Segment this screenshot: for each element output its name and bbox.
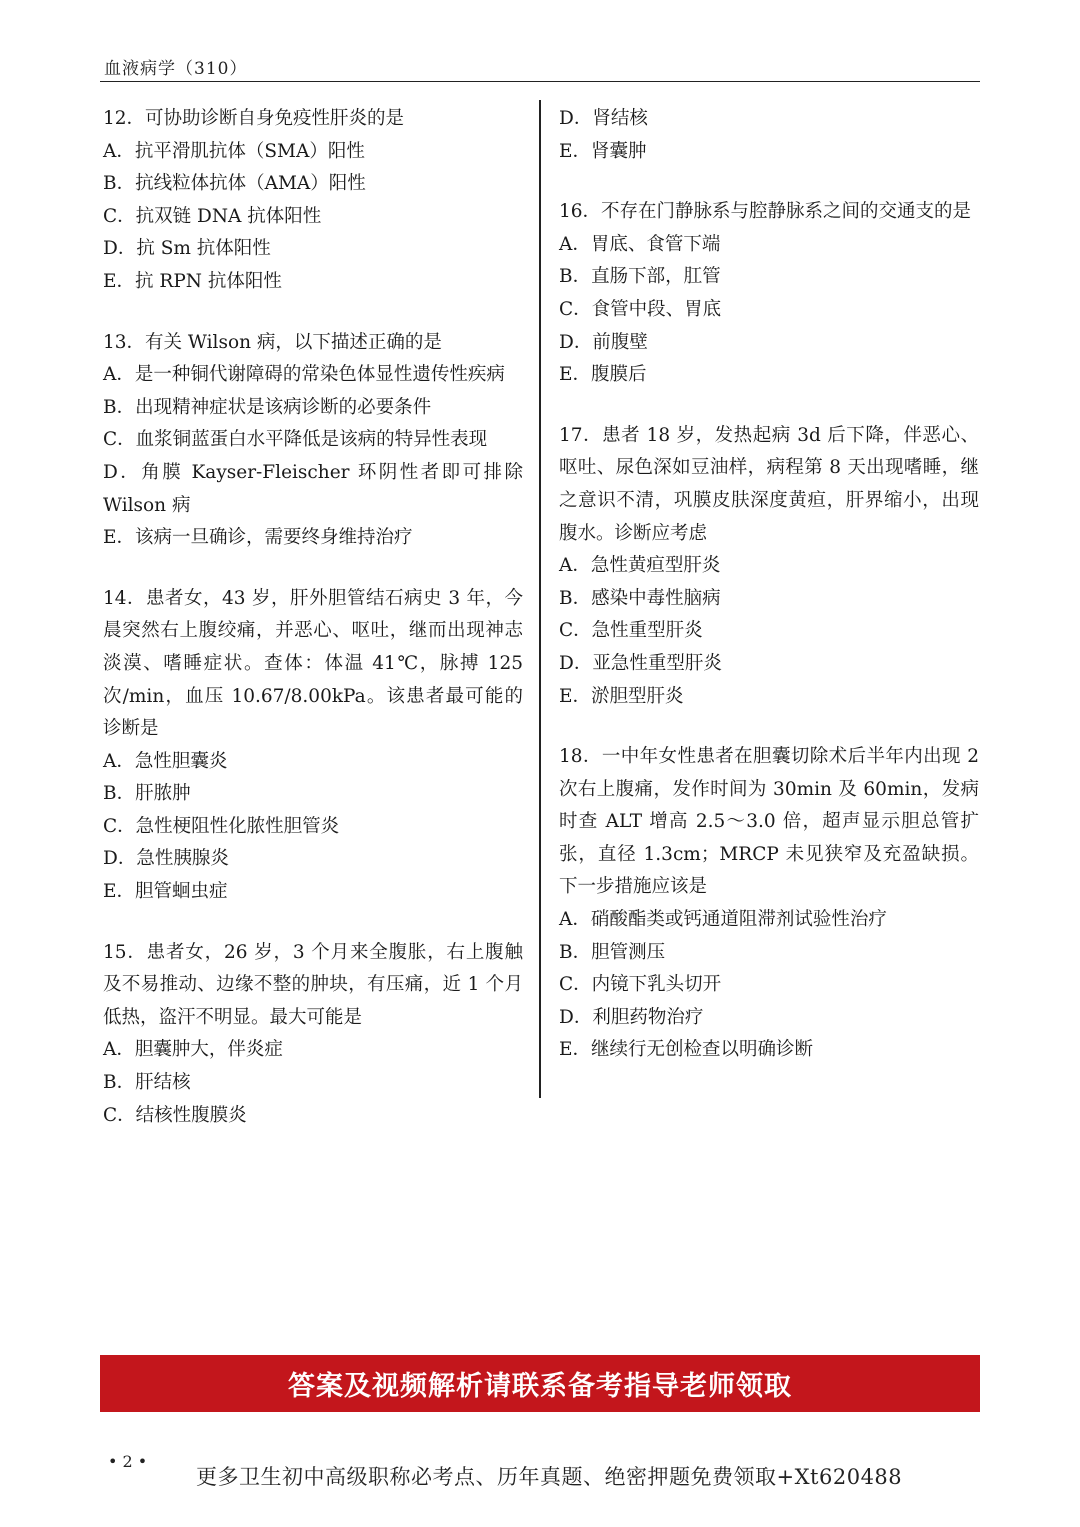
question-stem: 16．不存在门静脉系与腔静脉系之间的交通支的是 <box>559 201 972 223</box>
option-b: B．肝脓肿 <box>103 783 191 805</box>
option-b: B．直肠下部，肛管 <box>559 266 721 288</box>
question-stem: 12．可协助诊断自身免疫性肝炎的是 <box>103 108 405 129</box>
option-c: C．内镜下乳头切开 <box>559 974 722 996</box>
option-e: E．胆管蛔虫症 <box>103 881 228 903</box>
option-a: A．胆囊肿大，伴炎症 <box>103 1039 283 1061</box>
option-c: C．结核性腹膜炎 <box>103 1104 247 1126</box>
question-stem: 17．患者 18 岁，发热起病 3d 后下降，伴恶心、呕吐、尿色深如豆油样，病程第 8 天出现嗜睡，继之意识不清，巩膜皮肤深度黄疸，肝界缩小，出现腹水。诊断应考虑 <box>559 424 979 544</box>
question-stem: 15．患者女，26 岁，3 个月来全腹胀，右上腹触及不易推动、边缘不整的肿块，有压痛，近 1 个月低热，盗汗不明显。最大可能是 <box>103 941 523 1028</box>
header-rule <box>100 81 980 82</box>
column-divider <box>539 100 541 1098</box>
question-stem: 18．一中年女性患者在胆囊切除术后半年内出现 2 次右上腹痛，发作时间为 30min 及 60min，发病时查 ALT 增高 2.5～3.0 倍，超声显示胆总管扩张，直径 1.3cm；MRCP 未见狭窄及充盈缺损。下一步措施应该是 <box>559 746 979 898</box>
option-b: B．出现精神症状是该病诊断的必要条件 <box>103 396 432 418</box>
option-d: D．急性胰腺炎 <box>103 848 229 870</box>
option-d: D．肾结核 <box>559 108 648 129</box>
option-c: C．急性重型肝炎 <box>559 620 703 642</box>
option-a: A．硝酸酯类或钙通道阻滞剂试验性治疗 <box>559 909 887 931</box>
question-16 <box>559 196 979 392</box>
option-d: D．利胆药物治疗 <box>559 1006 704 1028</box>
option-b: B．感染中毒性脑病 <box>559 587 721 609</box>
option-c: C．急性梗阻性化脓性胆管炎 <box>103 815 340 837</box>
question-stem: 14．患者女，43 岁，肝外胆管结石病史 3 年，今晨突然右上腹绞痛，并恶心、呕吐，继而出现神志淡漠、嗜睡症状。查体：体温 41℃，脉搏 125 次/min，血压 10.67/8.00kPa。该患者最可能的诊断是 <box>103 587 523 740</box>
question-14 <box>103 583 523 909</box>
question-17 <box>559 420 979 713</box>
option-b: B．肝结核 <box>103 1072 191 1094</box>
option-a: A．急性黄疸型肝炎 <box>559 555 721 577</box>
question-13 <box>103 327 523 555</box>
option-e: E．该病一旦确诊，需要终身维持治疗 <box>103 527 413 549</box>
option-e: E．抗 RPN 抗体阳性 <box>103 270 282 292</box>
question-15 <box>103 937 523 1133</box>
option-d: D．角膜 Kayser-Fleischer 环阴性者即可排除 Wilson 病 <box>103 461 523 516</box>
option-b: B．抗线粒体抗体（AMA）阳性 <box>103 173 366 195</box>
option-d: D．抗 Sm 抗体阳性 <box>103 238 271 260</box>
question-stem: 13．有关 Wilson 病，以下描述正确的是 <box>103 331 442 353</box>
question-15-continued <box>559 103 979 168</box>
option-c: C．抗双链 DNA 抗体阳性 <box>103 205 322 227</box>
right-column <box>559 103 979 1095</box>
option-e: E．淤胆型肝炎 <box>559 685 684 707</box>
option-e: E．继续行无创检查以明确诊断 <box>559 1039 814 1061</box>
option-a: A．胃底、食管下端 <box>559 233 721 255</box>
answer-contact-banner <box>100 1355 980 1412</box>
footer-note: 更多卫生初中高级职称必考点、历年真题、绝密押题免费领取+Xt620488 <box>196 1465 903 1489</box>
option-d: D．亚急性重型肝炎 <box>559 652 722 674</box>
option-e: E．肾囊肿 <box>559 140 647 162</box>
option-c: C．食管中段、胃底 <box>559 298 722 320</box>
question-12 <box>103 103 523 299</box>
banner-text: 答案及视频解析请联系备考指导老师领取 <box>288 1371 792 1402</box>
option-d: D．前腹壁 <box>559 331 648 353</box>
option-a: A．抗平滑肌抗体（SMA）阳性 <box>103 140 365 162</box>
left-column <box>103 103 523 1160</box>
page-header-title: 血液病学（310） <box>104 59 248 79</box>
page-number: • 2 • <box>108 1452 148 1471</box>
option-b: B．胆管测压 <box>559 941 666 963</box>
option-a: A．急性胆囊炎 <box>103 750 228 772</box>
option-e: E．腹膜后 <box>559 364 647 386</box>
option-c: C．血浆铜蓝蛋白水平降低是该病的特异性表现 <box>103 429 488 451</box>
question-18 <box>559 741 979 1067</box>
option-a: A．是一种铜代谢障碍的常染色体显性遗传性疾病 <box>103 364 505 386</box>
